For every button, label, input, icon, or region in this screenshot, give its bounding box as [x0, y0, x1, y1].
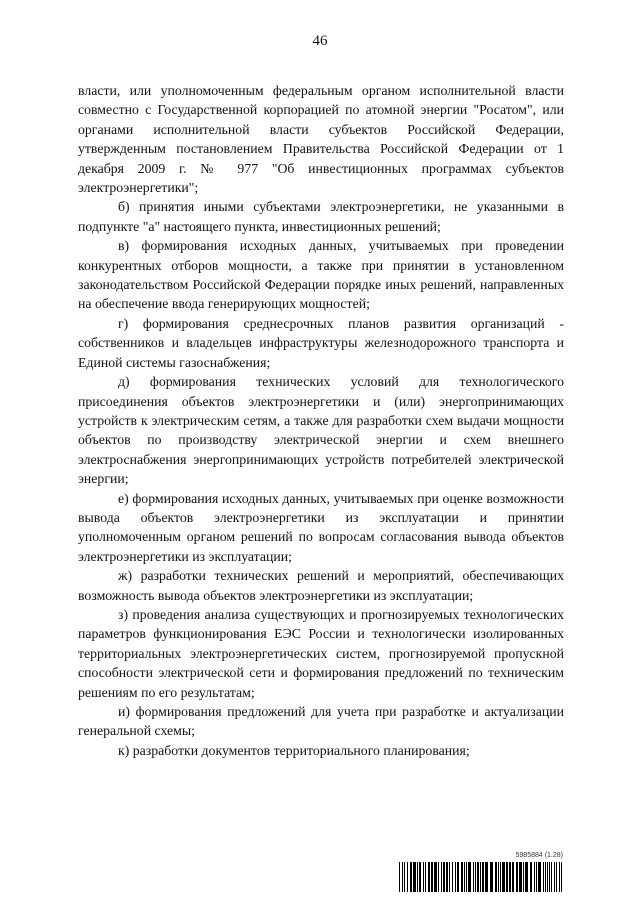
barcode-bar	[554, 862, 555, 892]
barcode-bar	[559, 862, 560, 892]
page-number: 46	[312, 33, 328, 49]
barcode-bar	[502, 862, 505, 892]
document-barcode	[399, 852, 563, 892]
barcode-bar	[402, 862, 403, 892]
paragraph: к) разработки документов территориального планирования;	[118, 742, 470, 758]
barcode-caption: 5985884 (1.28)	[515, 852, 563, 859]
barcode-bar	[512, 862, 514, 892]
barcode-bar	[419, 862, 421, 892]
barcode-bar	[525, 862, 528, 892]
barcode-bar	[506, 862, 508, 892]
paragraph: власти, или уполномоченным федеральным органом исполнительной власти совместно с Государственной корпорацией по атомной энергии "Росатом", или органами исполнительной власти субъектов Российской Федерации, утвержденным постановлением Правительства Российской Федерации от 1 декабря 2009 г. № 977 "Об инвестиционных программах субъектов электроэнергетики";	[78, 83, 564, 196]
barcode-bar	[477, 862, 479, 892]
barcode-bar	[536, 862, 537, 892]
document-body	[78, 81, 564, 760]
paragraph: и) формирования предложений для учета при разработке и актуализации генеральной схемы;	[78, 704, 564, 739]
barcode-bar	[399, 862, 400, 892]
barcode-bar	[431, 862, 433, 892]
paragraph: г) формирования среднесрочных планов развития организаций - собственников и владельцев инфраструктуры железнодорожного транспорта и Единой системы газоснабжения;	[78, 315, 564, 370]
barcode-bar	[434, 862, 437, 892]
barcode-bar	[543, 862, 544, 892]
barcode-bar	[482, 862, 484, 892]
barcode-bar	[443, 862, 445, 892]
barcode-bar	[498, 862, 499, 892]
barcode-bar	[490, 862, 493, 892]
barcode-bar	[438, 862, 439, 892]
barcode-bar	[410, 862, 412, 892]
barcode-bar	[457, 862, 459, 892]
barcode-bar	[428, 862, 430, 892]
barcode-bar	[545, 862, 546, 892]
barcode-bar	[404, 862, 405, 892]
barcode-icon	[399, 862, 563, 892]
barcode-bar	[534, 862, 535, 892]
barcode-bar	[556, 862, 557, 892]
paragraph: в) формирования исходных данных, учитываемых при проведении конкурентных отборов мощности, а также при принятии в установленном законодательством Российской Федерации порядке иных решений, направленных на обеспечение ввода генерирующих мощностей;	[78, 238, 564, 312]
barcode-bar	[449, 862, 450, 892]
barcode-bar	[549, 862, 550, 892]
barcode-bar	[473, 862, 474, 892]
barcode-bar	[500, 862, 501, 892]
paragraph: б) принятия иными субъектами электроэнергетики, не указанными в подпункте "а" настоящего пункта, инвестиционных решений;	[78, 199, 564, 234]
barcode-bar	[452, 862, 453, 892]
barcode-bar	[516, 862, 518, 892]
barcode-bar	[446, 862, 448, 892]
barcode-bar	[547, 862, 548, 892]
paragraph: з) проведения анализа существующих и прогнозируемых технологических параметров функционирования ЕЭС России и технологически изолированных территориальных электроэнергетических систем, прогнозируемой пропускной способности электрической сети и формирования предложений по техническим решениям по его результатам;	[78, 606, 564, 700]
barcode-bar	[561, 862, 562, 892]
barcode-bar	[538, 862, 541, 892]
barcode-bar	[468, 862, 471, 892]
barcode-bar	[551, 862, 552, 892]
barcode-bar	[413, 862, 416, 892]
barcode-bar	[407, 862, 408, 892]
barcode-bar	[461, 862, 463, 892]
barcode-bar	[455, 862, 456, 892]
barcode-bar	[423, 862, 424, 892]
barcode-bar	[509, 862, 511, 892]
paragraph: ж) разработки технических решений и мероприятий, обеспечивающих возможность вывода объектов электроэнергетики из эксплуатации;	[78, 568, 564, 603]
barcode-bar	[475, 862, 476, 892]
barcode-bar	[466, 862, 467, 892]
barcode-bar	[530, 862, 532, 892]
paragraph: е) формирования исходных данных, учитываемых при оценке возможности вывода объектов электроэнергетики из эксплуатации и принятии уполномоченным органом решений по вопросам согласования вывода объектов электроэнергетики из эксплуатации;	[78, 490, 564, 564]
barcode-bar	[523, 862, 524, 892]
barcode-bar	[485, 862, 488, 892]
barcode-bar	[480, 862, 481, 892]
barcode-bar	[495, 862, 497, 892]
barcode-bar	[464, 862, 465, 892]
barcode-bar	[417, 862, 418, 892]
barcode-bar	[441, 862, 442, 892]
paragraph: д) формирования технических условий для технологического присоединения объектов электроэнергетики и (или) энергопринимающих устройств к электрическим сетям, а также для разработки схем выдачи мощности объектов по производству электрической энергии и схем внешнего электроснабжения энергопринимающих устройств потребителей электрической энергии;	[78, 374, 564, 487]
barcode-bar	[425, 862, 426, 892]
barcode-bar	[519, 862, 522, 892]
